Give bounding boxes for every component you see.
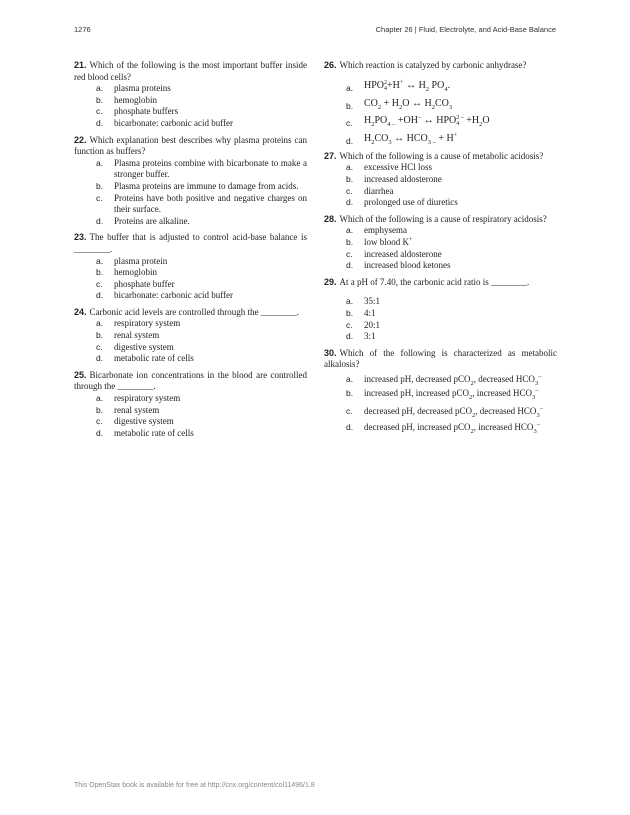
answer-option: a. increased pH, decreased pCO$_2$, decreased $HCO_3^-$: [346, 372, 542, 387]
answer-option: d. 3:1: [346, 331, 376, 342]
chapter-title: Chapter 26 | Fluid, Electrolyte, and Acid-Base Balance: [375, 25, 556, 34]
question-text: Bicarbonate ion concentrations in the blood are controlled through the ________.: [74, 369, 307, 392]
question-27: [324, 151, 557, 209]
question-text: Which of the following is a cause of respiratory acidosis?: [339, 213, 547, 224]
answer-option: c. phosphate buffers: [96, 106, 179, 117]
answer-option: b. increased aldosterone: [346, 173, 442, 184]
question-30: [324, 348, 557, 434]
answer-option: c. $H_2PO_{4 -} +OH^-$ ↔ HPO 2 – 4 $+H_2O$: [346, 114, 490, 129]
question-text: Which explanation best describes why plasma proteins can function as buffers?: [74, 134, 307, 157]
question-number: 25.: [74, 369, 87, 380]
question-text: Which of the following is the most important buffer inside red blood cells?: [74, 60, 307, 82]
answer-options: [74, 256, 307, 302]
answer-option: a. excessive HCl loss: [346, 162, 432, 173]
question-number: 27.: [324, 150, 337, 161]
question-number: 28.: [324, 213, 337, 224]
answer-option: c. increased aldosterone: [346, 248, 442, 259]
answer-option: a. plasma proteins: [96, 83, 171, 94]
answer-options: [324, 225, 557, 271]
equation-b: $CO_2 + H_2O$ ↔ $H_2CO_3$: [364, 97, 453, 111]
answer-option: b. 4:1: [346, 307, 376, 318]
answer-option: b. hemoglobin: [96, 94, 157, 105]
answer-option: c. digestive system: [96, 341, 174, 352]
answer-options: [324, 162, 557, 208]
answer-option: b. low blood K+: [346, 235, 413, 247]
answer-option: c. decreased pH, decreased pCO$_2$, decreased $HCO_3^-$: [346, 405, 543, 419]
question-29: [324, 277, 557, 343]
answer-option: c. phosphate buffer: [96, 278, 175, 289]
question-number: 23.: [74, 232, 87, 243]
answer-options: [324, 374, 557, 434]
question-22: [74, 135, 307, 228]
question-number: 29.: [324, 276, 337, 287]
answer-options: [74, 83, 307, 129]
answer-option: d. metabolic rate of cells: [96, 427, 194, 438]
answer-option: d. Proteins are alkaline.: [96, 215, 190, 226]
answer-options: [324, 80, 557, 145]
question-number: 30.: [324, 347, 337, 358]
answer-option: a. respiratory system: [96, 318, 181, 329]
question-number: 26.: [324, 60, 337, 70]
answer-options: [324, 296, 557, 342]
answer-option: d. prolonged use of diuretics: [346, 197, 458, 208]
answer-option: a. emphysema: [346, 225, 407, 236]
answer-option: c. 20:1: [346, 319, 381, 330]
equation-c: $H_2PO_{4 -} +OH^-$ ↔ HPO 2 – 4 $+H_2O$: [364, 114, 490, 129]
question-21: [74, 60, 307, 130]
answer-option: b. increased pH, increased pCO$_2$, increased $HCO_3^-$: [346, 387, 539, 402]
answer-option: b. $CO_2 + H_2O$ ↔ $H_2CO_3$: [346, 97, 453, 111]
answer-option: a. HPO 2 4 +H+ ↔ $H_2$ $PO_4$.: [346, 78, 451, 93]
answer-option: a. 35:1: [346, 296, 381, 307]
answer-option: d. bicarbonate: carbonic acid buffer: [96, 117, 234, 128]
question-text: Carbonic acid levels are controlled through the ________.: [89, 306, 299, 317]
question-26: [324, 60, 557, 145]
answer-option: a. respiratory system: [96, 393, 181, 404]
question-text: Which of the following is characterized as metabolic alkalosis?: [324, 347, 557, 370]
answer-option: d. bicarbonate: carbonic acid buffer: [96, 290, 234, 301]
answer-options: [74, 318, 307, 364]
question-number: 24.: [74, 306, 87, 317]
answer-options: [74, 393, 307, 439]
question-text: At a pH of 7.40, the carbonic acid ratio is ________.: [339, 276, 530, 287]
answer-option: a. plasma protein: [96, 255, 168, 266]
question-28: [324, 214, 557, 272]
answer-option: d. increased blood ketones: [346, 260, 451, 271]
question-text: Which of the following is a cause of metabolic acidosis?: [339, 150, 544, 161]
question-number: 22.: [74, 134, 87, 145]
answer-option: b. renal system: [96, 404, 160, 415]
page-number: 1276: [74, 25, 91, 34]
question-number: 21.: [74, 60, 87, 70]
answer-option: c. diarrhea: [346, 185, 394, 196]
question-25: [74, 370, 307, 440]
answer-option: c. digestive system: [96, 416, 174, 427]
answer-option: d. metabolic rate of cells: [96, 353, 194, 364]
equation-d: $H_2CO_3$ ↔ $HCO_{3 -} + H^+$: [364, 131, 458, 147]
question-23: [74, 232, 307, 302]
answer-options: [74, 158, 307, 228]
left-column: [74, 60, 307, 444]
answer-option: d. decreased pH, increased pCO$_2$, increased $HCO_3^-$: [346, 421, 540, 435]
answer-option: b. renal system: [96, 330, 160, 341]
question-text: Which reaction is catalyzed by carbonic anhydrase?: [339, 60, 527, 70]
answer-option: c. Proteins have both positive and negative charges on their surface.: [96, 192, 307, 215]
question-text: The buffer that is adjusted to control acid-base balance is ________.: [74, 232, 307, 254]
equation-a: HPO 2 4 +H+ ↔ $H_2$ $PO_4$.: [364, 78, 451, 93]
footer-note: This OpenStax book is available for free at http://cnx.org/content/col11496/1.8: [74, 782, 315, 789]
right-column: [324, 60, 557, 439]
answer-option: a. Plasma proteins combine with bicarbonate to make a stronger buffer.: [96, 157, 307, 180]
answer-option: d. $H_2CO_3$ ↔ $HCO_{3 -} + H^+$: [346, 131, 458, 147]
answer-option: b. Plasma proteins are immune to damage from acids.: [96, 180, 299, 191]
answer-option: b. hemoglobin: [96, 267, 157, 278]
question-24: [74, 307, 307, 365]
